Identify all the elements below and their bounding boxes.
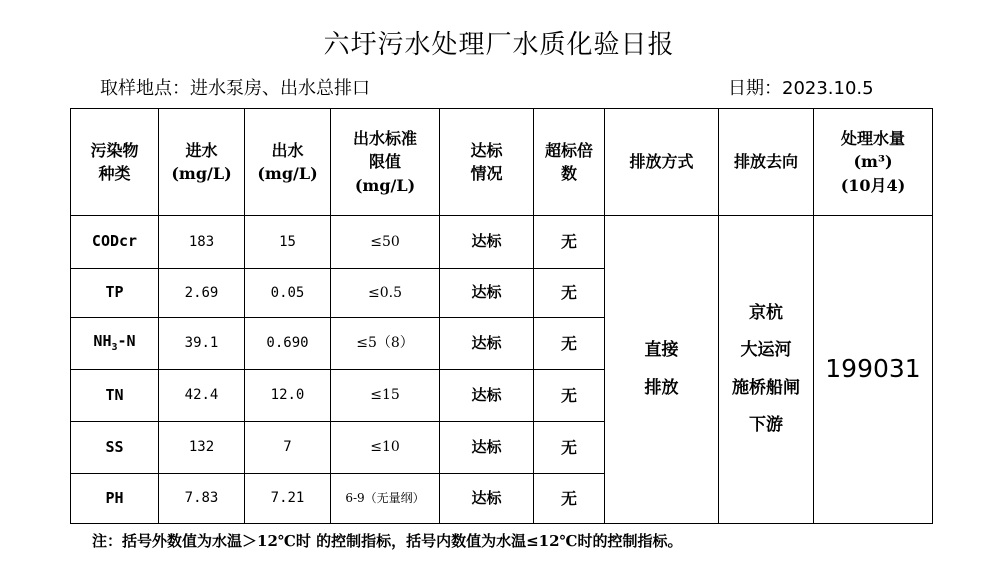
table-row <box>71 216 933 269</box>
header-compliance: 达标 情况 <box>440 109 534 216</box>
compliance-status: 达标 <box>440 216 534 269</box>
outlet-value: 0.690 <box>245 318 331 370</box>
exceed-value: 无 <box>534 318 605 370</box>
exceed-value: 无 <box>534 269 605 318</box>
header-destination: 排放去向 <box>719 109 814 216</box>
limit-value: 6-9（无量纲） <box>331 474 440 524</box>
exceed-value: 无 <box>534 474 605 524</box>
outlet-value: 15 <box>245 216 331 269</box>
report-date: 日期：2023.10.5 <box>728 78 874 99</box>
treated-volume: 199031 <box>814 216 933 524</box>
outlet-value: 7.21 <box>245 474 331 524</box>
outlet-value: 0.05 <box>245 269 331 318</box>
limit-value: ≤0.5 <box>331 269 440 318</box>
compliance-status: 达标 <box>440 370 534 422</box>
header-exceed: 超标倍 数 <box>534 109 605 216</box>
inlet-value: 2.69 <box>159 269 245 318</box>
sampling-location: 取样地点：进水泵房、出水总排口 <box>100 78 370 99</box>
compliance-status: 达标 <box>440 474 534 524</box>
discharge-destination: 京杭 大运河 施桥船闸 下游 <box>719 216 814 524</box>
limit-value: ≤15 <box>331 370 440 422</box>
exceed-value: 无 <box>534 216 605 269</box>
header-row <box>71 109 933 216</box>
pollutant-name: TN <box>71 370 159 422</box>
compliance-status: 达标 <box>440 318 534 370</box>
header-volume: 处理水量 (m³) (10月4) <box>814 109 933 216</box>
header-limit: 出水标准 限值 (mg/L) <box>331 109 440 216</box>
footnote: 注：括号外数值为水温＞12℃时 的控制指标，括号内数值为水温≤12℃时的控制指标。 <box>92 532 683 550</box>
exceed-value: 无 <box>534 370 605 422</box>
outlet-value: 12.0 <box>245 370 331 422</box>
header-inlet: 进水 (mg/L) <box>159 109 245 216</box>
inlet-value: 42.4 <box>159 370 245 422</box>
limit-value: ≤50 <box>331 216 440 269</box>
pollutant-name: TP <box>71 269 159 318</box>
exceed-value: 无 <box>534 422 605 474</box>
header-outlet: 出水 (mg/L) <box>245 109 331 216</box>
compliance-status: 达标 <box>440 422 534 474</box>
inlet-value: 183 <box>159 216 245 269</box>
compliance-status: 达标 <box>440 269 534 318</box>
header-mode: 排放方式 <box>605 109 719 216</box>
inlet-value: 39.1 <box>159 318 245 370</box>
outlet-value: 7 <box>245 422 331 474</box>
limit-value: ≤5（8） <box>331 318 440 370</box>
inlet-value: 132 <box>159 422 245 474</box>
pollutant-name: $NH_3-N$ <box>71 318 159 370</box>
header-pollutant: 污染物 种类 <box>71 109 159 216</box>
limit-value: ≤10 <box>331 422 440 474</box>
pollutant-name: CODcr <box>71 216 159 269</box>
discharge-mode: 直接 排放 <box>605 216 719 524</box>
report-title: 六圩污水处理厂水质化验日报 <box>323 30 675 60</box>
water-quality-table <box>70 108 933 524</box>
inlet-value: 7.83 <box>159 474 245 524</box>
pollutant-name: PH <box>71 474 159 524</box>
pollutant-name: SS <box>71 422 159 474</box>
